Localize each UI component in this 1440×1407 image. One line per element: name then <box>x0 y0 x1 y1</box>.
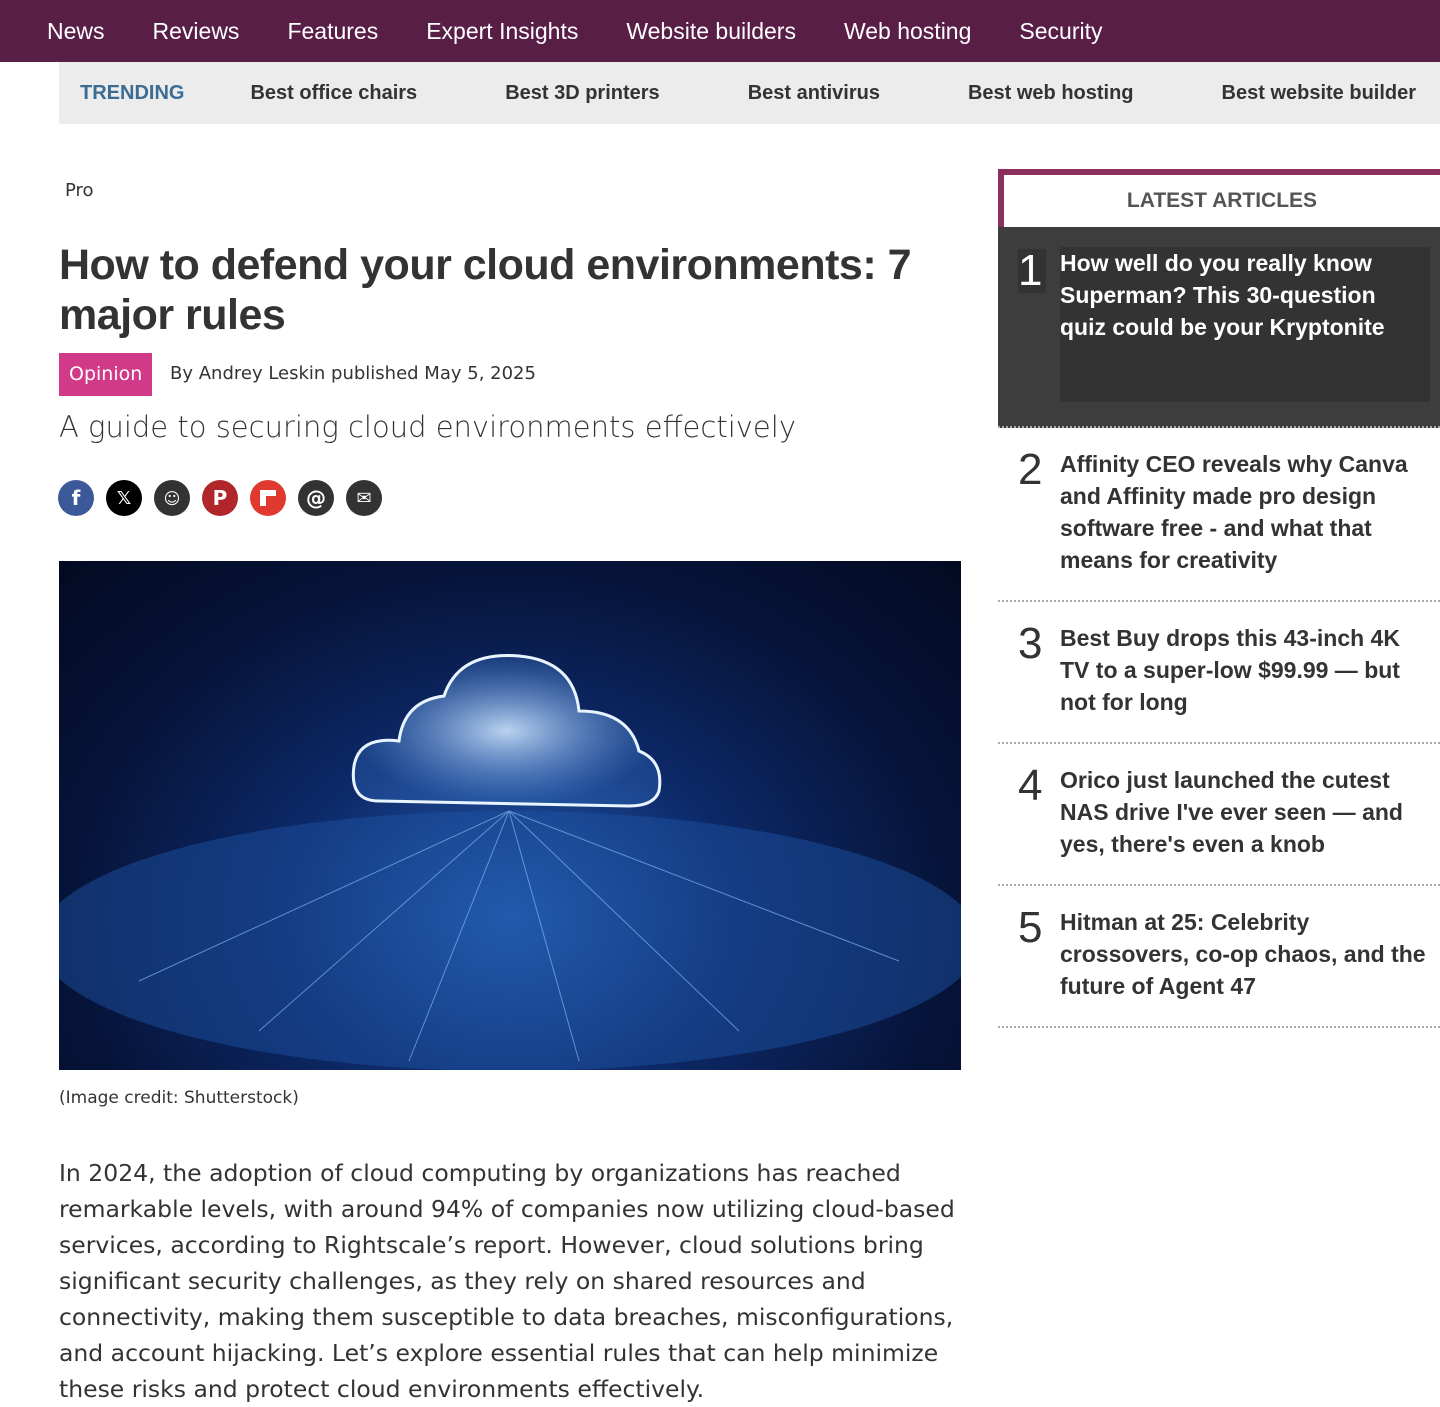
main-nav <box>0 0 1440 62</box>
breadcrumb[interactable]: Pro <box>65 180 94 201</box>
nav-reviews[interactable]: Reviews <box>152 17 240 44</box>
article-title[interactable]: Orico just launched the cutest NAS drive I've ever seen — and yes, there's even a knob <box>1060 767 1403 857</box>
latest-articles <box>998 169 1440 1028</box>
nav-features[interactable]: Features <box>287 17 379 44</box>
article-rank: 5 <box>1018 903 1043 952</box>
reddit-icon[interactable]: ☺ <box>154 480 190 516</box>
latest-article-item[interactable] <box>998 602 1440 744</box>
email-icon[interactable]: ✉ <box>346 480 382 516</box>
nav-security[interactable]: Security <box>1019 17 1103 44</box>
nav-expert-insights[interactable]: Expert Insights <box>426 17 579 44</box>
nav-web-hosting[interactable]: Web hosting <box>843 17 972 44</box>
facebook-icon[interactable]: f <box>58 480 94 516</box>
trending-link[interactable]: Best website builder <box>1221 81 1417 104</box>
article-rank: 1 <box>1018 249 1046 293</box>
article-title[interactable]: Hitman at 25: Celebrity crossovers, co-op chaos, and the future of Agent 47 <box>1060 909 1426 999</box>
strapline: A guide to securing cloud environments effectively <box>59 410 796 444</box>
trending-link[interactable]: Best antivirus <box>747 81 880 104</box>
article-title[interactable]: How well do you really know Superman? This 30-question quiz could be your Kryptonite <box>1060 247 1430 402</box>
article-rank: 4 <box>1018 761 1043 810</box>
article-body: In 2024, the adoption of cloud computing by organizations has reached remarkable levels, with around 94% of companies now utilizing cloud-based services, according to Rightscale’s report. However, cloud solutions bring significant security challenges, as they rely on shared resources and connectivity, making them susceptible to data breaches, misconfigurations, and account hijacking. Let’s explore essential rules that can help minimize these risks and protect cloud environments effectively. <box>59 1159 955 1403</box>
latest-article-item[interactable] <box>998 886 1440 1028</box>
trending-link[interactable]: Best web hosting <box>967 81 1134 104</box>
latest-article-item[interactable] <box>998 227 1440 428</box>
image-credit: (Image credit: Shutterstock) <box>59 1088 299 1108</box>
latest-article-item[interactable] <box>998 744 1440 886</box>
flipboard-icon[interactable] <box>250 480 286 516</box>
nav-website-builders[interactable]: Website builders <box>626 17 796 44</box>
threads-icon[interactable]: @ <box>298 480 334 516</box>
trending-bar <box>59 62 1440 124</box>
pinterest-icon[interactable]: P <box>202 480 238 516</box>
article-rank: 2 <box>1018 445 1043 494</box>
trending-link[interactable]: Best 3D printers <box>505 81 660 104</box>
page-title: How to defend your cloud environments: 7 major rules <box>59 241 912 339</box>
article-title[interactable]: Best Buy drops this 43-inch 4K TV to a super-low $99.99 — but not for long <box>1060 625 1400 715</box>
x-icon[interactable]: 𝕏 <box>106 480 142 516</box>
article-title[interactable]: Affinity CEO reveals why Canva and Affinity made pro design software free - and what that means for creativity <box>1060 451 1408 573</box>
latest-article-item[interactable] <box>998 428 1440 602</box>
cloud-network-illustration <box>59 561 961 1070</box>
trending-link[interactable]: Best office chairs <box>250 81 418 104</box>
latest-articles-heading: LATEST ARTICLES <box>998 169 1440 227</box>
hero-image <box>59 561 961 1070</box>
article-rank: 3 <box>1018 619 1043 668</box>
trending-label: TRENDING <box>80 81 185 104</box>
byline: By Andrey Leskin published May 5, 2025 <box>170 363 536 384</box>
nav-news[interactable]: News <box>47 17 105 44</box>
share-bar <box>58 480 382 516</box>
opinion-badge[interactable]: Opinion <box>59 353 152 396</box>
